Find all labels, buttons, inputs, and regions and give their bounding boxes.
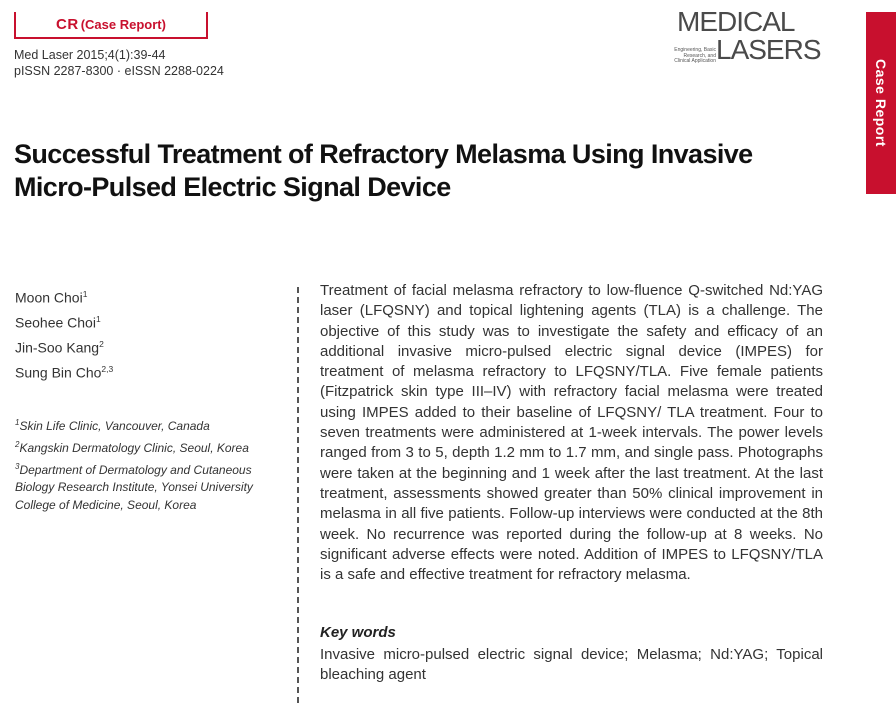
author: Sung Bin Cho$^{2,3}$ xyxy=(15,364,114,382)
author: Jin-Soo Kang$^2$ xyxy=(15,339,104,356)
logo-line2: LASERS xyxy=(716,34,821,65)
affiliation: $^3$Department of Dermatology and Cutaneous Biology Research Institute, Yonsei University College of Medicine, Seoul, Korea xyxy=(15,461,253,513)
logo-line1: MEDICAL xyxy=(677,6,795,37)
journal-meta xyxy=(14,47,224,79)
badge-cr: CR xyxy=(56,16,79,33)
author-list xyxy=(15,284,113,385)
keywords-heading: Key words xyxy=(320,624,396,641)
issn: pISSN 2287-8300 · eISSN 2288-0224 xyxy=(14,64,224,78)
case-report-side-tab xyxy=(866,12,896,194)
author: Moon Choi$^1$ xyxy=(15,289,88,306)
column-divider xyxy=(297,287,299,703)
article-type-badge xyxy=(14,12,208,39)
author: Seohee Choi$^1$ xyxy=(15,314,101,331)
affiliation-list xyxy=(15,414,285,515)
abstract-text: Treatment of facial melasma refractory to low-fluence Q-switched Nd:YAG laser (LFQSNY) and topical lightening agents (TLA) is a challenge. The objective of this study was to investigate the safety and efficacy of an additional invasive micro-pulsed electric signal device (IMPES) for treatment of melasma refractory to LFQSNY/TLA. Five female patients (Fitzpatrick skin type III–IV) with refractory facial melasma were treated using IMPES added to their baseline of LFQSNY/ TLA treatment. Four to seven treatments were administered at 1-week intervals. The power levels ranged from 3 to 5, depth 1.2 mm to 1.7 mm, and single pass. Photographs were taken at the beginning and 1 week after the last treatment. At the last treatment, assessments showed greater than 50% clinical improvement in melasma in all five patients. Follow-up interviews were conducted at the 8th week. No recurrence was reported during the follow-up at 8 weeks. No significant adverse effects were noted. Addition of IMPES to LFQSNY/TLA is a safe and effective treatment for refractory melasma. xyxy=(320,282,823,584)
side-tab-label: Case Report xyxy=(873,59,889,147)
logo-tagline: Engineering, Basic Research, and Clinical Application xyxy=(674,47,716,64)
badge-type: (Case Report) xyxy=(80,17,166,32)
affiliation: $^2$Kangskin Dermatology Clinic, Seoul, Korea xyxy=(15,439,249,455)
citation: Med Laser 2015;4(1):39-44 xyxy=(14,48,166,62)
keywords-text: Invasive micro-pulsed electric signal device; Melasma; Nd:YAG; Topical bleaching agent xyxy=(320,646,823,684)
article-title: Successful Treatment of Refractory Melasma Using Invasive Micro-Pulsed Electric Signal Device xyxy=(14,139,753,202)
journal-logo xyxy=(672,6,828,66)
affiliation: $^1$Skin Life Clinic, Vancouver, Canada xyxy=(15,418,210,433)
